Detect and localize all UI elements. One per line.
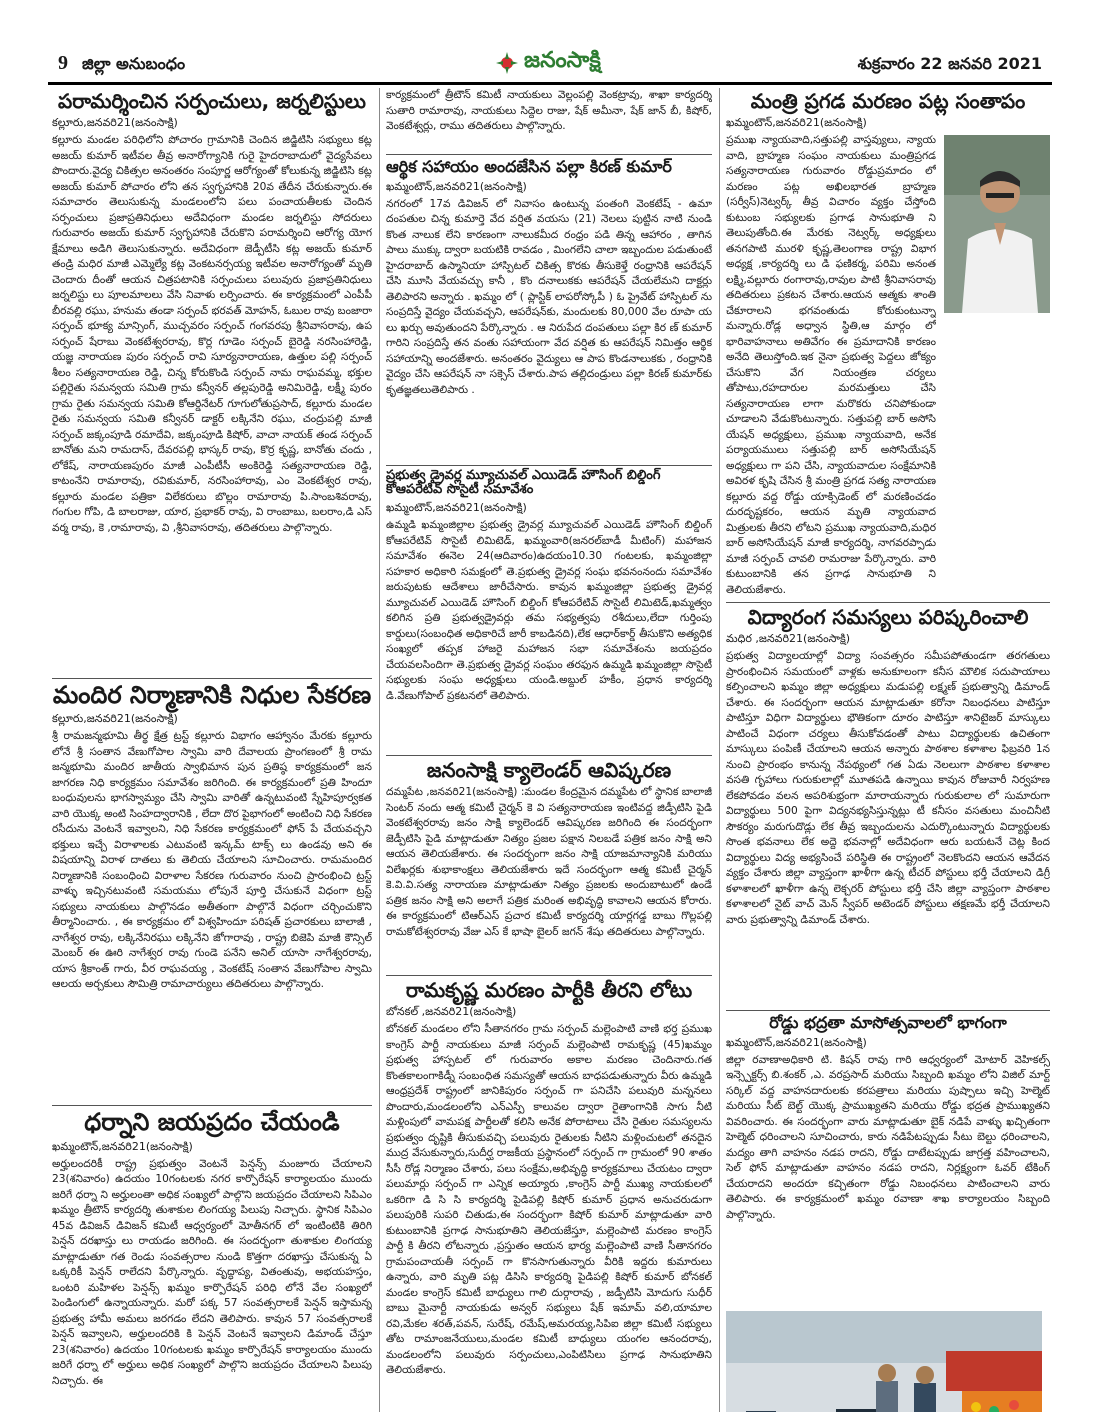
story-sarpanch xyxy=(52,90,372,674)
story-headline: రోడ్డు భద్రతా మాసోత్సవాలలో భాగంగా xyxy=(769,1013,1007,1032)
story-divider xyxy=(386,465,712,466)
story-body: కార్యక్రమంలో త్రీటౌన్ కమిటీ నాయకులు వెల్లంపల్లి వెంకట్రావు, శాఖా కార్యదర్శి సుతారి రామారావు, నాయకులు సిద్దెల రాజు, షేక్ అమీనా, షేక్ జాన్ బీ, కిషోర్, వెంకటేశ్వర్లు, రాము తదితరులు పాల్గొన్నారు. xyxy=(386,89,712,132)
story-body: ప్రభుత్వ విద్యాలయాల్లో విద్యా సంవత్సరం సమీపపోతుండగా తరగతులు ప్రారంభించిన సమయంలో వాళ్లకు అనుకూలంగా కనీస మౌలిక సదుపాయాలు కల్పించాలని ఖమ్మం జిల్లా అధ్యక్షులు మడుపల్లి లక్ష్మణ్ ప్రభుత్వాన్ని డిమాండ్ చేశారు. ఈ సందర్భంగా ఆయన మాట్లాడుతూ కరోనా నిబంధనలు పాటిస్తూ పాటిస్తూ విధిగా విద్యార్థులు భౌతికంగా దూరం పాటిస్తూ శానిటైజర్ మాస్కులు పాటించే విధంగా చర్యలు తీసుకోవడంతో పాటు విద్యార్థులకు ఉచితంగా మాస్కులు పంపిణీ చేయాలని ఆయన అన్నారు పాఠశాల కళాశాల ఫిబ్రవరి 1న నుంచి ప్రారంభం కానున్న నేపథ్యంలో గత ఏడు నెలలుగా పాఠశాల కళాశాల వసతి గృహాలు గురుకులాల్లో మూతపడి ఉన్నాయి కావున రోజువారీ నిర్వహణ లేకపోవడం వలన అపరిశుభ్రంగా మారాయన్నారు గురుకులాల లో సుమారుగా విద్యార్థులు 500 పైగా విద్యనభ్యసిస్తున్నట్లు టీ కనీసం వసతులు మంచినీటి సౌకర్యం మరుగుదొడ్లు లేక తీవ్ర ఇబ్బందులను ఎదుర్కొంటున్నారు విద్యార్థులకు సొంత భవనాలు లేక అద్దె భవనాల్లో అదేవిధంగా ఆరు బయటనే చెట్ల కింద విద్యార్థులు విద్య అభ్యసించే పరిస్థితి ఈ రాష్ట్రంలో నెలకొందని ఆయన ఆవేదన వ్యక్తం చేశారు జిల్లా వ్యాప్తంగా ఖాళీగా ఉన్న టీచర్ పోస్టులు భర్తీ చేయాలని డిగ్రీ కళాశాలలో ఖాళీగా ఉన్న లెక్చరర్ పోస్టులు భర్తీ చేసి జిల్లా వ్యాప్తంగా పాఠశాల కళాశాలలో నైట్ వాచ్ మెన్ స్వీపర్ అటెండర్ పోస్టులు తక్షణమే భర్తీ చేయాలని వారు ప్రభుత్వాన్ని డిమాండ్ చేశారు. xyxy=(726,650,1050,926)
story-headline: ఆర్థిక సహాయం అందజేసిన పల్లా కిరణ్ కుమార్ xyxy=(386,157,672,176)
story-divider xyxy=(386,975,712,976)
story-dharna-continued xyxy=(386,88,712,150)
section-name: జిల్లా అనుబంధం xyxy=(82,54,186,73)
column-3 xyxy=(726,88,1050,1412)
story-body: ప్రముఖ న్యాయవాది,సత్తుపల్లి వాస్తవ్యులు, న్యాయ వాది, బ్రాహ్మణ సంఘం నాయకులు మంత్రిప్రగడ సత్యనారాయణ గురువారం రోడ్డుప్రమాదం లో మరణం పట్ల అఖిలభారత బ్రాహ్మణ (సర్వీస్‌)నెట్వర్క్ తీవ్ర విచారం వ్యక్తం చేస్తోంది కుటుంబ సభ్యులకు ప్రగాఢ సానుభూతి ని తెలుపుతోంది.ఈ మేరకు నెట్వర్క్ అధ్యక్షులు తనగపాటి మురళి కృష్ణ,తెలంగాణ రాష్ట్ర విభాగ అధ్యక్ష ,కార్యదర్శి లు డి ఫణికర్మ, పరిమి అనంత లక్ష్మి,వల్లూరు రంగారావు,రావుల పాటి శ్రీనివాసరావు తదితరులు ప్రకటన చేశారు.ఆయన ఆత్మకు శాంతి చేకూరాలని భగవంతుడు కోరుకుంటున్నా మన్నారు.రోడ్ల అధ్వాన స్థితి,ఆ మార్గం లో భారివాహనాలు అతివేగం ఈ ప్రమాదానికి కారణం అనేది తెలుస్తోంది.ఇక నైనా ప్రభుత్వ పెద్దలు జోక్యం చేసుకొని వేగ నియంత్రణ చర్యలు తోపాటు,రహదారుల మరమత్తులు చేసి సత్యనారాయణ లాగా మరొకరు చనిపోకుండా చూడాలని వేడుకొంటున్నారు. సత్తుపల్లి బార్ అసోసి యేషన్ అధ్యక్షులు, ప్రముఖ న్యాయవాది, అనేక పర్యాయములు సత్తుపల్లి బార్ అసోసియేషన్ అధ్యక్షులు గా పని చేసి, న్యాయవాదుల సంక్షేమానికి అవిరళ కృషి చేసిన శ్రీ మంత్రి ప్రగడ సత్య నారాయణ కల్లూరు వద్ద రోడ్డు యాక్సిడెంట్ లో మరణించడం దురదృష్టకరం, ఆయన మృతి న్యాయవాద మిత్రులకు తీరని లోటని ప్రముఖ న్యాయవాది,మధిర బార్ అసోసియేషన్ మాజీ కార్యదర్శి, నాగవరప్పాడు మాజీ సర్పంచ్ చావలి రామరాజు పేర్కొన్నారు. వారి కుటుంబానికి తన ప్రగాఢ సానుభూతి ని తెలియజేశారు. xyxy=(726,134,936,596)
story-byline: ఖమ్మంటౌన్,జనవరి21(జనంసాక్షి) xyxy=(52,1139,193,1153)
story-body: జిల్లా రవాణాఅధికారి టి. కిషన్ రావు గారి ఆధ్వర్యంలో మోటార్ వెహికల్స్ ఇన్స్పెక్టర్స్ బి.శంకర్ ,ఎ. వరప్రసాద్ మరియు సిబ్బంది ఖమ్మం లోని విజిల్ మార్ట్ సర్కిల్ వద్ద వాహనదారులకు కరపత్రాలు మరియు పుష్పాలు ఇచ్చి హెల్మెట్ మరియు సీట్ బెల్ట్ యొక్క ప్రాముఖ్యతని మరియు రోడ్డు భద్రత ప్రాముఖ్యతని వివరించారు. ఈ సందర్భంగా వారు మాట్లాడుతూ బైక్ నడిపే వాళ్ళు ఖచ్చితంగా హెల్మెట్ ధరించాలని సూచించారు, కారు నడిపేటప్పుడు సీటు బెల్టు ధరించాలని, మద్యం తాగి వాహనం నడప రాదని, రోడ్డు దాటేటప్పుడు జాగ్రత్త వహించాలని, సెల్ ఫోన్ మాట్లాడుతూ వాహనం నడప రాదని, నిర్లక్ష్యంగా ఓవర్ టేకింగ్ చేయరాదని అందరూ కచ్చితంగా రోడ్డు నిబంధనలు పాటించాలని వారు తెలిపారు. ఈ కార్యక్రమంలో ఖమ్మం రవాణా శాఖ కార్యాలయం సిబ్బంది పాల్గొన్నారు. xyxy=(726,1053,1050,1221)
road-safety-photo xyxy=(726,1311,1042,1412)
story-byline: మధిర ,జనవరి21(జనంసాక్షి) xyxy=(726,632,851,645)
story-divider xyxy=(52,1105,372,1106)
story-headline: రామకృష్ణ మరణం పార్టీకి తీరని లోటు xyxy=(405,978,693,1003)
story-headline: మంత్రి ప్రగడ మరణం పట్ల సంతాపం xyxy=(750,89,1026,113)
story-calendar xyxy=(386,759,712,971)
story-body: ఉమ్మడి ఖమ్మంజిల్లాల ప్రభుత్వ డ్రైవర్ల మ్యూచువల్ ఎయిడెడ్ హౌసింగ్ బిల్డింగ్ కోఆపరేటివ్ సొసైటీ లిమిటెడ్, ఖమ్మంవారి(జనరల్‌బాడీ మీటింగ్) మహాజన సమావేశం ఈనెల 24(ఆదివారం)ఉదయం10.30 గంటలకు, ఖమ్మంజిల్లా సహకార అధికారి సమక్షంలో తె.ప్రభుత్వ డ్రైవర్ల సంఘ భవనంనందు సమావేశం జరుపుటకు ఆదేశాలు జారీచేసారు. కావున ఖమ్మంజిల్లా ప్రభుత్వ డ్రైవర్ల మ్యూచువల్ ఎయిడెడ్ హౌసింగ్ బిల్డింగ్ కోఆపరేటివ్ సొసైటీ లిమిటెడ్,ఖమ్మత్వం కలిగిన ప్రతి ప్రభుత్వడ్రైవర్లు తమ సభ్యత్వపు రశీదులు,లేదా గుర్తింపు కార్డులు(సంబంధిత అధికారిచే జారీ కాబడినది),లేక ఆధార్‌కార్డ్ తీసుకొని అత్యధిక సంఖ్యలో తప్పక హాజరై మహాజన సభా సమావేశంను జయప్రదం చేయవలసిందిగా తె.ప్రభుత్వ డ్రైవర్ల సంఘం తరఫున ఉమ్మడి ఖమ్మంజిల్లా సొసైటీ సభ్యులకు సంఘ అధ్యక్షులు యండి.అబ్దుల్ హకీం, ప్రధాన కార్యదర్శి డి.వేణుగోపాల్ ప్రకటనలో తెలిపారు. xyxy=(386,519,712,702)
story-headline: జనంసాక్షి క్యాలెండర్ ఆవిష్కరణ xyxy=(426,758,672,783)
page-masthead xyxy=(48,42,1052,82)
story-divider xyxy=(386,154,712,155)
story-education xyxy=(726,606,1050,1006)
story-body: అర్హులందరికీ రాష్ట్ర ప్రభుత్వం వెంటనే పెన్షన్స్ మంజూరు చేయాలని 23(శనివారం) ఉదయం 10గంటలకు నగర కార్పొరేషన్ కార్యాలయం ముందు జరిగే ధర్నా ని అర్హులంతా అధిక సంఖ్యలో పాల్గొని జయప్రదం చేయాలని సిపిఎం ఖమ్మం త్రీటౌన్ కార్యదర్శి తుశాకుల లింగయ్య పిలుపు నిచ్చారు. స్థానిక సిపిఎం 45వ డివిజన్ డివిజన్ కమిటీ ఆధ్వర్యంలో మోతీనగర్ లో ఇంటింటికి తిరిగి పెన్షన్ దరఖాస్తు లు రాయడం జరిగింది. ఈ సందర్భంగా తుశాకుల లింగయ్య మాట్లాడుతూ గత రెండు సంవత్సరాల నుండి కొత్తగా దరఖాస్తు చేసుకున్న ఏ ఒక్కరికీ పెన్షన్ రాలేదని పేర్కొన్నారు. వృద్ధాప్య, వితంతువు, అభయహస్తం, ఒంటరి మహిళల పెన్షన్స్ ఖమ్మం కార్పొరేషన్ పరిధి లోనే వేల సంఖ్యలో పెండింగులో ఉన్నాయన్నారు. మరో పక్క 57 సంవత్సరాలకే పెన్షన్ ఇస్తామన్న ప్రభుత్వ హామీ అమలు జరగడం లేదని తెలిపారు. కావున 57 సంవత్సరాలకే పెన్షన్ ఇవ్వాలని, అర్హులందరికి కి పెన్షన్ వెంటనే ఇవ్వాలని డిమాండ్ చేస్తూ 23(శనివారం) ఉదయం 10గంటలకు ఖమ్మం కార్పొరేషన్ కార్యాలయం ముందు జరిగే ధర్నా లో అర్హులు అధిక సంఖ్యలో పాల్గొని జయప్రదం చేయాలని పిలుపు నిచ్చారు. ఈ xyxy=(52,1157,372,1387)
story-byline: ఖమ్మంటౌన్,జనవరి21(జనంసాక్షి) xyxy=(386,501,527,515)
portrait-photo xyxy=(944,135,1050,313)
column-1 xyxy=(52,88,372,1412)
story-headline: విద్యారంగ సమస్యలు పరిష్కరించాలి xyxy=(747,605,1029,629)
column-divider xyxy=(379,88,380,1412)
story-headline: మందిర నిర్మాణానికి నిధుల సేకరణ xyxy=(52,681,372,709)
logo-text: జనంసాక్షి xyxy=(524,48,601,73)
story-mandir xyxy=(52,682,372,1101)
story-byline: ఖమ్మంటౌన్,జనవరి21(జనంసాక్షి) xyxy=(386,179,527,193)
story-headline: పరామర్శించిన సర్పంచులు, జర్నలిస్టులు xyxy=(58,89,366,113)
story-body: కల్లూరు మండల పరిధిలోని పోచారం గ్రామానికి చెందిన జిడ్జిటిసి సభ్యులు కట్ల అజయ్ కుమార్ ఇటీవల తీవ్ర అనారోగ్యానికి గురై హైదరాబాదులో వైద్యసేవలు పొందారు.వైద్య చికిత్సల అనంతరం సంపూర్ణ ఆరోగ్యంతో కోలుకున్న జిడ్జిటిసి కట్ల అజయ్ కుమార్ పోచారం లోని తన స్వగృహానికి 20వ తేదీన చేరుకున్నారు.ఈ సమాచారం తెలుసుకున్న మండలంలోని పలు పంచాయతీలకు చెందిన సర్పంచులు ప్రజాప్రతినిధులు అదేవిధంగా మండల జర్నలిస్టు సోదరులు గురువారం అజయ్ కుమార్ స్వగృహానికి చేరుకొని పరామర్శించి ఆరోగ్య యోగ క్షేమాలు అడిగి తెలుసుకున్నారు. అదేవిధంగా జెడ్పీటీసి కట్ల అజయ్ కుమార్ తండ్రి మధిర మాజీ ఎమ్మెల్యే కట్ల వెంకటనర్సయ్య ఇటీవల అనారోగ్యంతో మృతి చెందారు దీంతో ఆయన చిత్రపటానికి సర్పంచులు పలువురు ప్రజాప్రతినిధులు జర్నలిస్టు లు పూలమాలలు వేసి నివాళు లర్పించారు. ఈ కార్యక్రమంలో ఎంపీపీ బీరవల్లి రఘు, హనుమ తండా సర్పంచ్ భరవత్ మోహన్, ఓబుల రావు బంజారా సర్పంచ్ భూక్య మాన్సింగ్, ముచ్చవరం సర్పంచ్ గంగవరపు శ్రీనివాసరావు, ఉప సర్పంచ్ షేరాబు వెంకటేశ్వరరావు, కొర్ల గూడెం సర్పంచ్ బైరెడ్డి నరసింహారెడ్డి, యజ్ఞ నారాయణ పురం సర్పంచ్ రావి సూర్యనారాయణ, ఉత్తుల పల్లి సర్పంచ్ శీలం సత్యనారాయణ రెడ్డి, చిన్న కోరుకొండి సర్పంచ్ నామ రాఘవమ్మ, భక్తుల పల్లిరైతు సమన్వయ సమితి గ్రామ కన్వీనర్ తల్లపురెడ్డి అనిమిరెడ్డి, లక్ష్మీ పురం గ్రామ రైతు సమన్వయ సమితి కోఆర్డినేటర్ గూగులోతుప్రసాద్, కల్లూరు మండల రైతు సమన్వయ సమితి కన్వీనర్ డాక్టర్ లక్కినేని రఘు, చంద్రుపల్లి మాజీ సర్పంచ్ జక్కంపూడి రమాదేవి, జక్కంపూడి కిషోర్, వాచా నాయక్ తండ సర్పంచ్ బానోతు మని రామదాస్, దేవరపల్లి భాస్కర్ రావు, కొర్ర కృష్ణ, బానోతు చందు , లోకేష్, నారాయణపురం మాజీ ఎంపీటీసీ అంకిరెడ్డి సత్యనారాయణ రెడ్డి, కాటంనేని రామారావు, రవికుమార్, నరసింహారావు, ఎం వెంకటేశ్వర రావు, కల్లూరు మండల పత్రికా విలేకరులు బొల్లం రామారావు పి.సాంబశివరావు, గంగుల గోపి, డి బాలరాజు, యార, ప్రభాకర్ రావు, వి రాంబాబు, బలరాం,డి ఎస్ వర్మ రావు, కె ,రామారావు, వి ,శ్రీనివాసరావు, తదితరులు పాల్గొన్నారు. xyxy=(52,134,372,534)
story-byline: బోనకల్ ,జనవరి21(జనంసాక్షి) xyxy=(386,1005,517,1019)
story-divider xyxy=(726,1010,1050,1011)
story-body: నగరంలో 17వ డివిజన్ లో నివాసం ఉంటున్న పంతంగి వెంకటేష్ - ఉమా దంపతుల చిన్న కుమార్తె వేద వర్షిత వయసు (21) నెలలు పుట్టిన నాటి నుండి కొంత నాలుక లేని కారణంగా నాలుకమీద రంధ్రం పడి తిన్న ఆహారం , తాగిన పాలు ముక్కు ద్వారా బయటికి రావడం , మింగలేని చాలా ఇబ్బందుల పడుతుంటే హైదరాబాద్ ఉస్మానియా హాస్పిటల్ చికిత్స కొరకు తీసుకెళ్తే రంధ్రానికి ఆపరేషన్ చేసి మూసి వేయవచ్చు కానీ , కొం దనాలుకకు ఆపరేషన్ చేయలేమని దాక్టర్లు తెలిపారని అన్నారు . ఖమ్మం లో ( ప్లాస్టిక్ లాపరోస్కోపీ ) ఓ ప్రైవేట్ హాస్పిటల్ ను సంప్రదిస్తే వైద్యం చేయవచ్చని, ఆపరేషన్‌కు, మందులకు 80,000 వేల రూపా య లు ఖర్చు అవుతుందని పేర్కొన్నారు . ఆ నిరుపేద దంపతులు పల్లా కిర ణ్ కుమార్ గారిని సంప్రదిస్తే తన వంతు సహాయంగా వేద వర్షిత కు ఆపరేషన్ నిమిత్తం ఆర్థిక సహాయాన్ని అందజేశారు. అనంతరం వైద్యులు ఆ పాప కొండనాలుకకు , రంధ్రానికి వైద్యం చేసి ఆపరేషన్ నా సక్సెస్ చేశారు.పాప తల్లిదండ్రులు పల్లా కిరణ్ కుమార్‌కు కృతజ్ఞతలుతెలిపారు . xyxy=(386,197,712,396)
story-body: దమ్మపేట ,జనవరి21(జనంసాక్షి) :మండల కేంద్రమైన దమ్మపేట లో స్థానిక బాలాజీ సెంటర్ నందు ఆత్మ కమిటీ చైర్మన్ కె వి సత్యనారాయణ ఇంటివద్ద జిడ్పీటిసి పైడి వెంకటేశ్వరరావు జనం సాక్షి క్యాలెండర్ ఆవిష్కరణ జరిగింది ఈ సందర్భంగా జెడ్పీటిసి పైడి మాట్లాడుతూ నిత్యం ప్రజల పక్షాన నిలబడే పత్రిక జనం సాక్షి అని ఆయన తెలియజేశారు. ఈ సందర్భంగా జనం సాక్షి యాజమాన్యానికి మరియు విలేఖర్లకు శుభాకాంక్షలు తెలియజేశారు ఇదే సందర్భంగా ఆత్మ కమిటీ చైర్మన్ కె.వి.వి.సత్య నారాయణ మాట్లాడుతూ నిత్యం ప్రజలకు అందుబాటులో ఉండే పత్రిక జనం సాక్షి అని అలాగే పత్రిక మరింత అభివృద్ధి కావాలని ఆయన కోరారు. ఈ కార్యక్రమంలో టిఆర్ఎస్ ప్రచార కమిటీ కార్యదర్శి యార్లగడ్డ బాబు గొల్లపల్లి రామకోటేశ్వరరావు వేజు ఎస్ కే భాషా బైలర్ జగన్ శేషు తదితరులు పాల్గొన్నారు. xyxy=(386,786,712,938)
story-body: బోనకల్ మండలం లోని సీతానగరం గ్రామ సర్పంచ్ మల్లెంపాటి వాణి భర్త ప్రముఖ కాంగ్రెస్ పార్టీ నాయకులు మాజీ సర్పంచ్ మల్లెంపాటి రామకృష్ణ (45)ఖమ్మం ప్రభుత్వ హాస్పటల్ లో గురువారం అకాల మరణం చెందినారు.గత కొంతకాలంగాకిడ్నీ సంబంధిత సమస్యతో ఆయన బాధపడుతున్నారు వీరు ఉమ్మడి ఆంధ్రప్రదేశ్ రాష్ట్రంలో జానికిపురం సర్పంచ్ గా పనిచేసి పలువురి మన్ననలు పొందారు,మండలంలోని ఎన్ఎస్పీ కాలువల ద్వారా రైతాంగానికి సాగు నీటి మళ్లింపులో వామపక్ష పార్టీలతో కలిసి అనేక పోరాటాలు చేసి రైతుల సమస్యలను ప్రభుత్వం దృష్టికి తీసుకువచ్చి పలువురు రైతులకు నీటిని మళ్లించుటలో తనదైన ముద్ర వేసుకున్నారు,సుదీర్ఘ రాజకీయ ప్రస్థానంలో సర్పంచ్ గా గ్రామంలో 90 శాతం సీసీ రోడ్ల నిర్మాణం చేశారు, పలు సంక్షేమ,అభివృద్ధి కార్యక్రమాలు చేయటం ద్వారా పలుమార్లు సర్పంచ్ గా ఎన్నిక అయ్యారు ,కాంగ్రెస్ పార్టీ ముఖ్య నాయకులలో ఒకరిగా డి సి సి కార్యదర్శి పైడిపల్లి కిషోర్ కుమార్ ప్రధాన అనుచరుడుగా పలుపురికి సుపరి చితుడు,ఈ సందర్భంగా కిషోర్ కుమార్ మాట్లాడుతూ వారి కుటుంబానికి ప్రగాఢ సానుభూతిని తెలియజేస్తూ, మల్లెంపాటి మరణం కాంగ్రెస్ పార్టీ కి తీరని లోటన్నారు ,ప్రస్తుతం ఆయన భార్య మల్లెంపాటి వాణి సీతానగరం గ్రామపంచాయతీ సర్పంచ్ గా కొనసాగుతున్నారు వీరికి ఇద్దరు కుమారులు ఉన్నారు, వారి మృతి పట్ల డిసిసి కార్యదర్శి పైడిపల్లి కిషోర్ కుమార్ బోనకల్ మండల కాంగ్రెస్ కమిటీ బాధ్యులు గాలి దుర్గారావు , జడ్పీటిసి మోదుగు సుధీర్ బాబు మైనార్టీ నాయకుడు అన్వర్ సభ్యులు షేక్ ఇమామ్ వలి,యామాల రవి,మేకల శరత్,పవన్, సురేష్, రమేష్,అమరయ్య,సిపిఐ జిల్లా కమిటీ సభ్యులు తోట రామాంజనేయులు,మండల కమిటీ బాధ్యులు యంగల ఆనందరావు, మండలంలోని పలువురు సర్పంచులు,ఎంపిటిసిలు ప్రగాఢ సానుభూతిని తెలియజేశారు. xyxy=(386,1023,712,1377)
story-drivers-society xyxy=(386,469,712,752)
story-headline: ప్రభుత్వ డ్రైవర్ల మ్యూచువల్ ఎయిడెడ్ హౌసింగ్ బిల్డింగ్ కోఆపరేటివ్ సొసైటీ సమావేశం xyxy=(386,467,661,497)
story-headline: ధర్నాని జయప్రదం చేయండి xyxy=(84,1108,340,1137)
issue-date: శుక్రవారం 22 జనవరి 2021 xyxy=(857,54,1042,73)
masthead-rule xyxy=(48,82,1052,85)
story-byline: కల్లూరు,జనవరి21(జనంసాక్షి) xyxy=(52,712,178,726)
story-financial-help xyxy=(386,158,712,461)
story-ramakrishna xyxy=(386,979,712,1412)
column-2 xyxy=(386,88,712,1412)
page-number: 9 xyxy=(58,52,68,74)
story-divider xyxy=(386,755,712,756)
story-divider xyxy=(726,602,1050,603)
column-divider xyxy=(719,88,720,1412)
story-dharna xyxy=(52,1109,372,1412)
logo-emblem-icon xyxy=(494,50,520,76)
story-road-safety xyxy=(726,1014,1050,1412)
story-byline: కల్లూరు,జనవరి21(జనంసాక్షి) xyxy=(52,116,178,129)
story-divider xyxy=(52,678,372,679)
story-byline: ఖమ్మంటౌన్,జనవరి21(జనంసాక్షి) xyxy=(726,116,867,129)
story-byline: ఖమ్మంటౌన్,జనవరి21(జనంసాక్షి) xyxy=(726,1035,867,1049)
story-condolence xyxy=(726,90,1050,598)
story-body: శ్రీ రామజన్మభూమి తీర్థ క్షేత్ర ట్రస్ట్ కల్లూరు విభాగం ఆహ్వానం మేరకు కల్లూరు లోనే శ్రీ సంతాన వేణుగోపాల స్వామి వారి దేవాలయ ప్రాంగణంలో శ్రీ రామ జన్మభూమి మందిర జాతీయ స్వాభిమాన పున ప్రతిష్ఠ కార్యక్రమంలో జన జాగరణ నిధి కార్యక్రమం సమావేశం జరిగింది. ఈ కార్యక్రమంలో ప్రతి హిందూ బంధువులను భాగస్వామ్యం చేసి స్వామి వారితో ఉన్నటువంటి స్నేహిపూర్వకత వారి యొక్క అంటి సింహద్వారానికి , లేదా దొర పైభాగంలో అంటించి నిధి సేకరణ రసీదును వెంటనే ఇవ్వాలని, నిధి సేకరణ కార్యక్రమంలో ఫోన్ పే చేయవచ్చని భక్తులు ఇచ్చే విరాళాలకు ఎటువంటి ఇన్కమ్ టాక్స్ లు ఉండవు అని ఈ విషయాన్ని విరాళ దాతలు కు తెలియ చేయాలని సూచించారు. రామమందిర నిర్మాణానికి సంబంధించి విరాళాల సేకరణ గురువారం నుంచి ప్రారంభించి ట్రస్ట్ వాళ్ళు ఇచ్చినటువంటి సమయము లోపునే పూర్తి చేసుకునే విధంగా ట్రస్ట్ సభ్యులు నాయకులు పాల్గొనడం అతీతంగా పాల్గొనే విధంగా చర్చించుకొని తీర్మానించారు. , ఈ కార్యక్రమం లో విశ్వహిందూ పరిషత్ ప్రచారకులు బాలాజీ , నాగేశ్వర రావు, లక్కినేనిరఘు లక్కినేని జోగారావు , రాష్ట్ర బిజెపి మాజీ కౌన్సిల్ మెంబర్ ఈ ఊరి నాగేశ్వర రావు గుండె పనేని అనిల్ యాసా నాగేశ్వరరావు, యాస శ్రీకాంత్ గారు, వీర రాఘవయ్య , వెంకటేష్ సంతాన వేణుగోపాల స్వామి ఆలయ అర్చకులు సౌమిత్రి రామాచార్యులు తదితరులు పాల్గొన్నారు. xyxy=(52,730,372,991)
